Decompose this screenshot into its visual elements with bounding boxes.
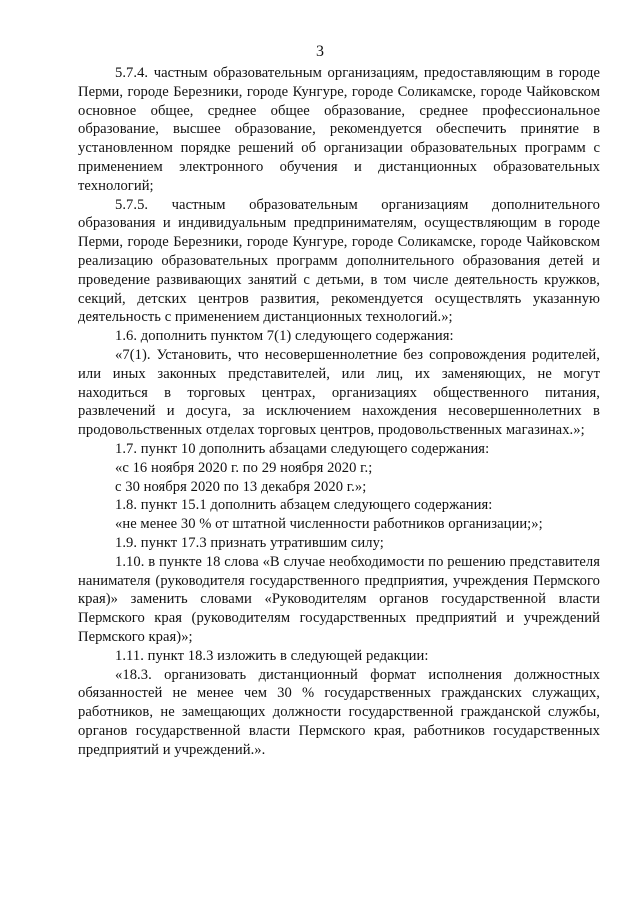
paragraph-7-1-quote: «7(1). Установить, что несовершеннолетние без сопровождения родителей, или иных законных представителей, или лиц, их заменяющих, не могут находиться в торговых центрах, организациях общественного питания, развлечений и досуга, за исключением нахождения несовершеннолетних в продовольственных отделах торговых центров, продовольственных магазинах.»; [78, 346, 600, 439]
paragraph-18-3-quote: «18.3. организовать дистанционный формат исполнения должностных обязанностей не менее чем 30 % государственных гражданских служащих, работников, не замещающих должности государственной гражданской службы, органов государственной власти Пермского края, работников государственных предприятий и учреждений.». [78, 666, 600, 758]
paragraph-5-7-5: 5.7.5. частным образовательным организациям дополнительного образования и индивидуальным предпринимателям, осуществляющим в городе Перми, городе Березники, городе Кунгуре, городе Соликамске, городе Чайковском реализацию образовательных программ дополнительного образования детей и проведение развивающих занятий с детьми, в том числе деятельность кружков, секций, детских центров развития, рекомендуется осуществлять указанную деятельность с применением дистанционных технологий.»; [78, 196, 600, 326]
paragraph-1-8-quote: «не менее 30 % от штатной численности работников организации;»; [115, 516, 543, 533]
paragraph-1-11: 1.11. пункт 18.3 изложить в следующей редакции: [115, 647, 429, 664]
paragraph-1-10: 1.10. в пункте 18 слова «В случае необходимости по решению представителя нанимателя (руководителя государственного предприятия, учреждения Пермского края)» заменить словами «Руководителям органов государственной власти Пермского края (руководителям государственных предприятий и учреждений Пермского края)»; [78, 553, 600, 645]
paragraph-1-8: 1.8. пункт 15.1 дополнить абзацем следующего содержания: [115, 497, 493, 514]
document-body [78, 64, 600, 759]
paragraph-5-7-4: 5.7.4. частным образовательным организациям, предоставляющим в городе Перми, городе Березники, городе Кунгуре, городе Соликамске, городе Чайковском основное общее, среднее общее образование, среднее профессиональное образование, высшее образование, рекомендуется обеспечить принятие в установленном порядке решений об организации образовательных программ с применением электронного обучения и дистанционных образовательных технологий; [78, 65, 600, 194]
paragraph-1-7: 1.7. пункт 10 дополнить абзацами следующего содержания: [115, 440, 490, 457]
paragraph-1-9: 1.9. пункт 17.3 признать утратившим силу; [115, 534, 384, 551]
paragraph-1-7-line-1: «с 16 ноября 2020 г. по 29 ноября 2020 г.; [115, 459, 373, 476]
paragraph-1-7-line-2: с 30 ноября 2020 по 13 декабря 2020 г.»; [115, 478, 367, 495]
paragraph-1-6: 1.6. дополнить пунктом 7(1) следующего содержания: [115, 328, 454, 345]
page-number: 3 [316, 43, 324, 60]
